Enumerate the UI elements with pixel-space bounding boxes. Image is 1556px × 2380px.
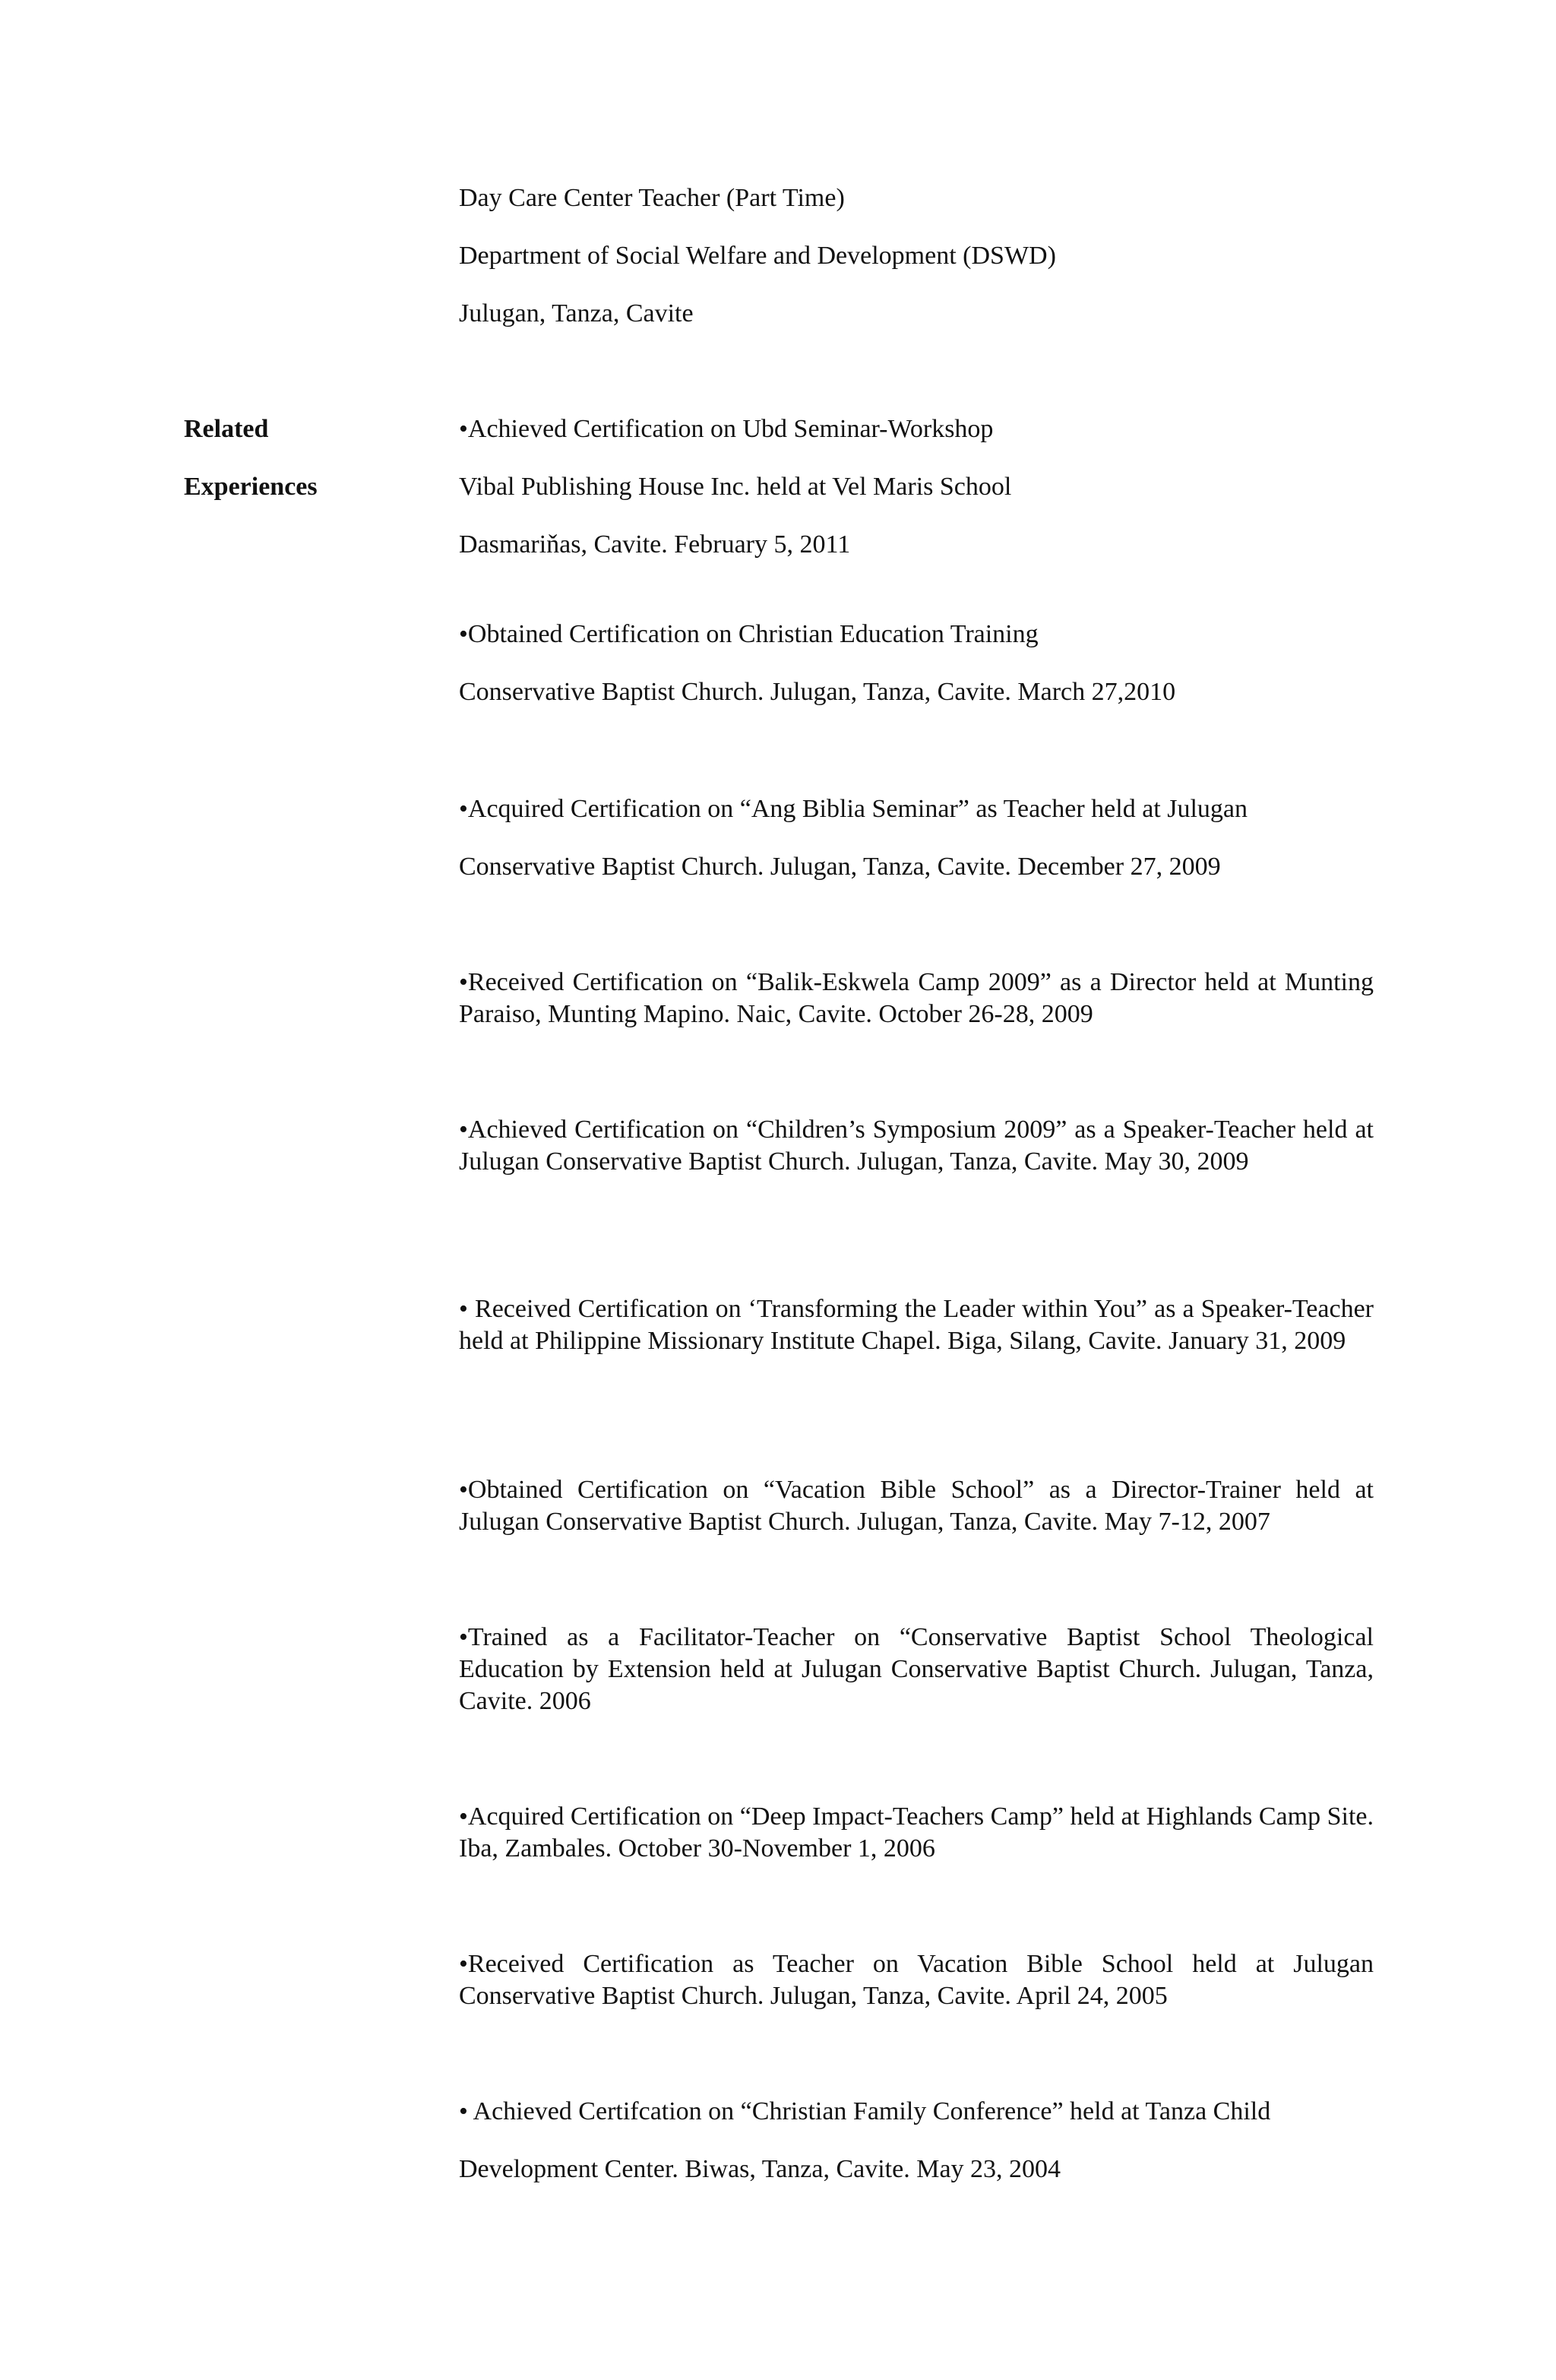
entry-3-line-1: •Acquired Certification on “Ang Biblia Seminar” as Teacher held at Julugan <box>459 795 1248 823</box>
entry-1-line-2: Vibal Publishing House Inc. held at Vel Maris School <box>459 473 1012 501</box>
job-employer: Department of Social Welfare and Development (DSWD) <box>459 242 1056 270</box>
job-location: Julugan, Tanza, Cavite <box>459 299 694 328</box>
entry-3-line-2: Conservative Baptist Church. Julugan, Tanza, Cavite. December 27, 2009 <box>459 853 1221 881</box>
entry-2-line-2: Conservative Baptist Church. Julugan, Tanza, Cavite. March 27,2010 <box>459 678 1176 706</box>
entry-5: •Achieved Certification on “Children’s Symposium 2009” as a Speaker-Teacher held at Julugan Conservative Baptist Church. Julugan, Tanza, Cavite. May 30, 2009 <box>459 1116 1374 1176</box>
section-label-experiences: Experiences <box>184 473 318 501</box>
entry-4: •Received Certification on “Balik-Eskwela Camp 2009” as a Director held at Munting Paraiso, Munting Mapino. Naic, Cavite. October 26-28, 2009 <box>459 968 1374 1028</box>
entry-1-line-3: Dasmariňas, Cavite. February 5, 2011 <box>459 530 851 559</box>
entry-11-line-2: Development Center. Biwas, Tanza, Cavite. May 23, 2004 <box>459 2155 1061 2183</box>
entry-1-line-1: •Achieved Certification on Ubd Seminar-Workshop <box>459 415 994 443</box>
entry-6: • Received Certification on ‘Transforming the Leader within You” as a Speaker-Teacher held at Philippine Missionary Institute Chapel. Biga, Silang, Cavite. January 31, 2009 <box>459 1295 1374 1355</box>
section-label-related: Related <box>184 415 269 443</box>
job-title: Day Care Center Teacher (Part Time) <box>459 184 845 212</box>
entry-11-line-1: • Achieved Certifcation on “Christian Family Conference” held at Tanza Child <box>459 2097 1271 2125</box>
entry-2-line-1: •Obtained Certification on Christian Education Training <box>459 620 1039 648</box>
entry-10: •Received Certification as Teacher on Vacation Bible School held at Julugan Conservative Baptist Church. Julugan, Tanza, Cavite. April 24, 2005 <box>459 1950 1374 2010</box>
entry-7: •Obtained Certification on “Vacation Bible School” as a Director-Trainer held at Julugan Conservative Baptist Church. Julugan, Tanza, Cavite. May 7-12, 2007 <box>459 1476 1374 1536</box>
entry-9: •Acquired Certification on “Deep Impact-Teachers Camp” held at Highlands Camp Site. Iba, Zambales. October 30-November 1, 2006 <box>459 1802 1374 1863</box>
entry-8: •Trained as a Facilitator-Teacher on “Conservative Baptist School Theological Education by Extension held at Julugan Conservative Baptist Church. Julugan, Tanza, Cavite. 2006 <box>459 1623 1374 1715</box>
